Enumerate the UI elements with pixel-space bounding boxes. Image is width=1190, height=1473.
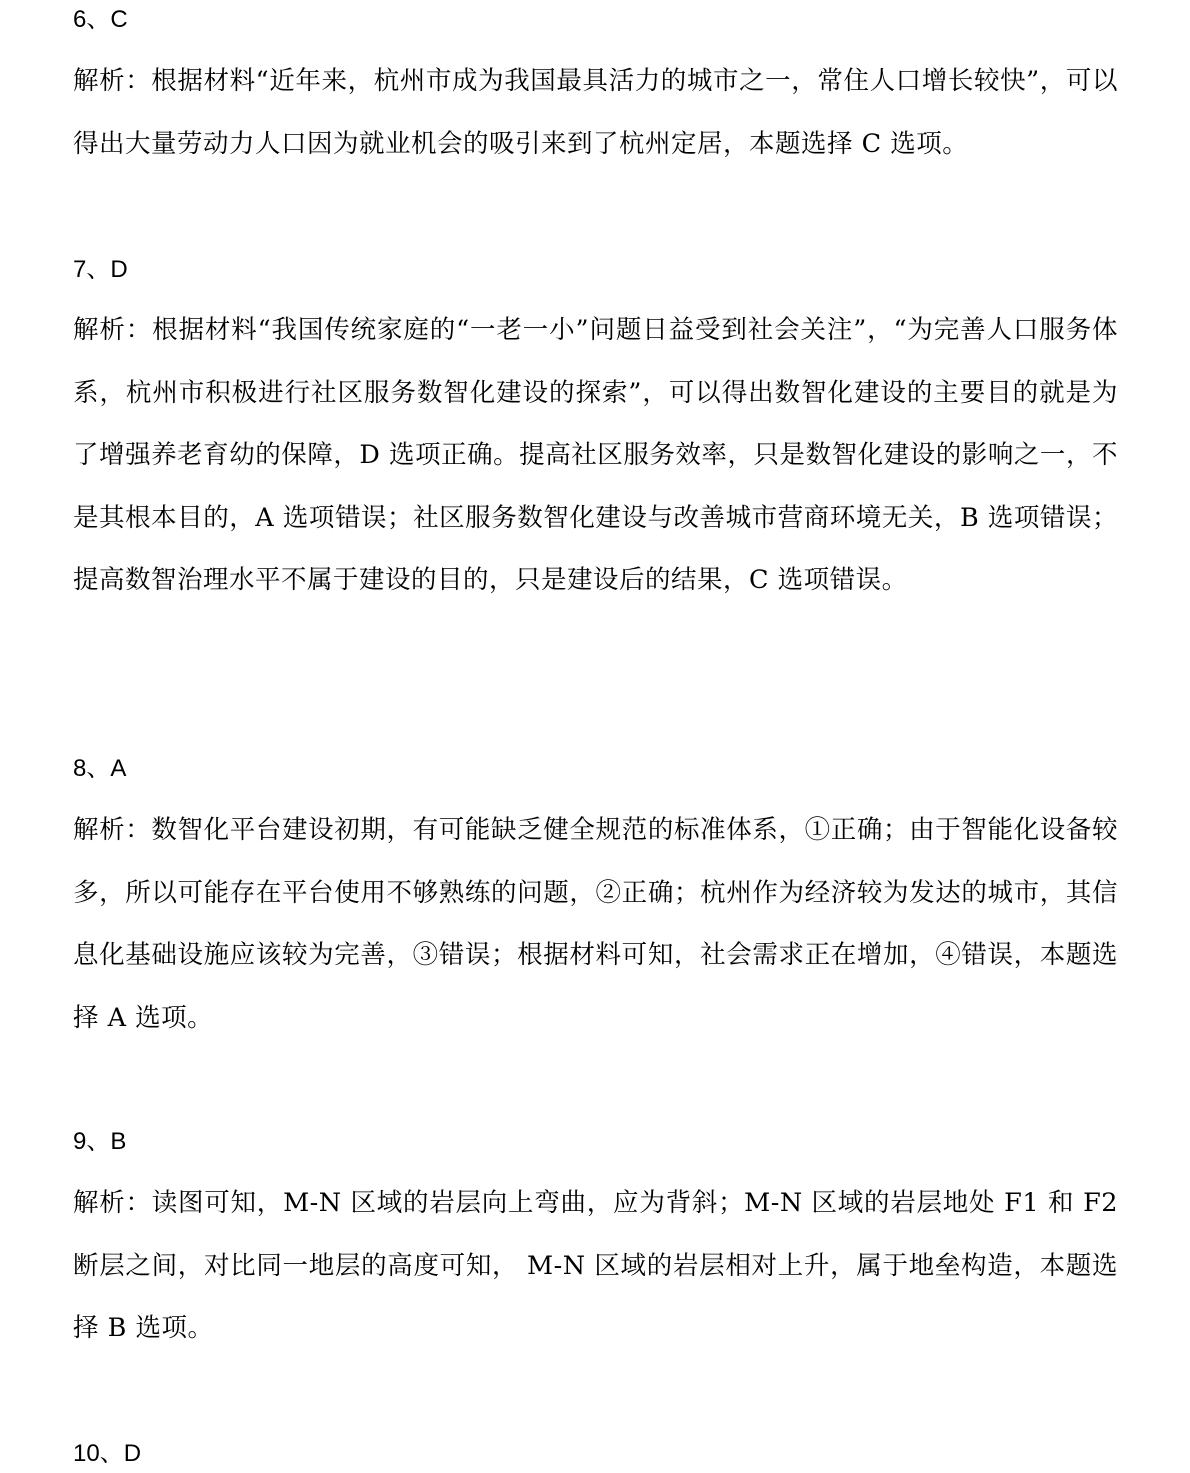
answer-explanation: 解析：读图可知，M-N 区域的岩层向上弯曲，应为背斜；M-N 区域的岩层地处 F1 和 F2 断层之间，对比同一地层的高度可知， M-N 区域的岩层相对上升，属于地垒构造，本题选择 B 选项。 xyxy=(73,1188,1118,1343)
answer-header: 6、C xyxy=(73,6,128,33)
answer-header: 9、B xyxy=(73,1128,127,1155)
answer-header: 10、D xyxy=(73,1440,142,1467)
answer-explanation: 解析：根据材料“近年来，杭州市成为我国最具活力的城市之一，常住人口增长较快”，可以得出大量劳动力人口因为就业机会的吸引来到了杭州定居，本题选择 C 选项。 xyxy=(73,66,1118,159)
answer-explanation: 解析：数智化平台建设初期，有可能缺乏健全规范的标准体系，①正确；由于智能化设备较多，所以可能存在平台使用不够熟练的问题，②正确；杭州作为经济较为发达的城市，其信息化基础设施应该较为完善，③错误；根据材料可知，社会需求正在增加，④错误，本题选择 A 选项。 xyxy=(73,815,1118,1033)
answer-explanation: 解析：根据材料“我国传统家庭的“一老一小”问题日益受到社会关注”，“为完善人口服务体系，杭州市积极进行社区服务数智化建设的探索”，可以得出数智化建设的主要目的就是为了增强养老育幼的保障，D 选项正确。提高社区服务效率，只是数智化建设的影响之一，不是其根本目的，A 选项错误；社区服务数智化建设与改善城市营商环境无关，B 选项错误；提高数智治理水平不属于建设的目的，只是建设后的结果，C 选项错误。 xyxy=(73,315,1118,595)
answer-header: 7、D xyxy=(73,256,128,283)
answer-header: 8、A xyxy=(73,755,127,782)
